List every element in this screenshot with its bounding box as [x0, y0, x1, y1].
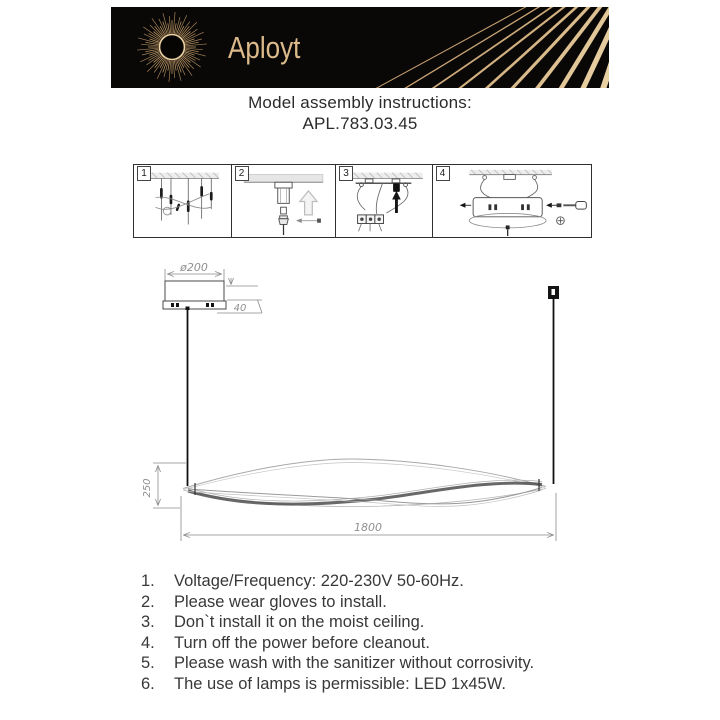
wavy-body: [156, 194, 212, 215]
item-number: 3.: [141, 613, 155, 632]
plug-part: [278, 216, 288, 235]
list-item: [141, 633, 601, 654]
list-item: [141, 571, 601, 592]
header: [0, 92, 720, 134]
step-3-panel: [335, 164, 433, 238]
wires: [357, 183, 408, 214]
screw-and-screwdriver: [546, 201, 586, 224]
step-2-panel: [231, 164, 337, 238]
step-4-number: 4: [436, 166, 450, 181]
step-4-diagram: [433, 165, 590, 236]
up-arrow-icon: [392, 191, 401, 213]
list-item: [141, 612, 601, 633]
dim-length-label: 1800: [354, 521, 382, 534]
list-item: [141, 653, 601, 674]
terminal-block: [358, 215, 384, 231]
technical-drawing: [0, 250, 720, 560]
list-item: [141, 592, 601, 613]
brand-name: Aployt: [228, 30, 301, 65]
starburst-logo-icon: [125, 7, 219, 88]
item-number: 5.: [141, 654, 155, 673]
step-3-number: 3: [339, 166, 353, 181]
dim-canopy-height-label: 40: [233, 303, 247, 314]
mounting-plate: [356, 179, 412, 187]
item-number: 2.: [141, 592, 155, 611]
brand-banner: [111, 7, 609, 88]
hooks-and-wires: [480, 175, 537, 198]
dim-diameter-label: ø200: [180, 261, 208, 274]
connector-plug: [393, 183, 400, 192]
model-number: APL.783.03.45: [302, 114, 418, 133]
ceiling-hatch: [469, 170, 552, 175]
dim-body-height-label: 250: [142, 478, 153, 498]
canopy-cup: [469, 198, 546, 236]
item-text: Don`t install it on the moist ceiling.: [174, 613, 425, 632]
ceiling-canopy: [163, 281, 226, 310]
step-4-panel: [432, 164, 592, 238]
right-ceiling-mount: [548, 286, 559, 484]
side-screw: [295, 218, 320, 223]
item-text: Turn off the power before cleanout.: [174, 633, 430, 652]
ceiling-hatch: [344, 173, 423, 179]
item-number: 4.: [141, 633, 155, 652]
instructions-list: [141, 571, 601, 695]
step-1-panel: [133, 164, 232, 238]
left-arrow-icon: [459, 203, 471, 208]
up-arrow-icon: [299, 191, 316, 215]
mounting-bracket: [274, 182, 291, 214]
step-2-number: 2: [235, 166, 249, 181]
list-item: [141, 674, 601, 695]
ceiling-hatch: [150, 173, 219, 179]
item-number: 1.: [141, 572, 155, 590]
item-text: The use of lamps is permissible: LED 1x45W.: [174, 674, 506, 693]
page-title: Model assembly instructions:: [248, 93, 472, 112]
hanging-wires: [161, 178, 211, 224]
item-text: Please wash with the sanitizer without corrosivity.: [174, 654, 535, 673]
item-number: 6.: [141, 674, 155, 693]
item-text: Voltage/Frequency: 220-230V 50-60Hz.: [174, 572, 464, 590]
item-text: Please wear gloves to install.: [174, 592, 387, 611]
sunrays-decoration-icon: [309, 7, 609, 88]
assembly-steps-row: [133, 164, 592, 238]
fixture-body: [183, 459, 546, 507]
step-1-number: 1: [137, 166, 151, 181]
